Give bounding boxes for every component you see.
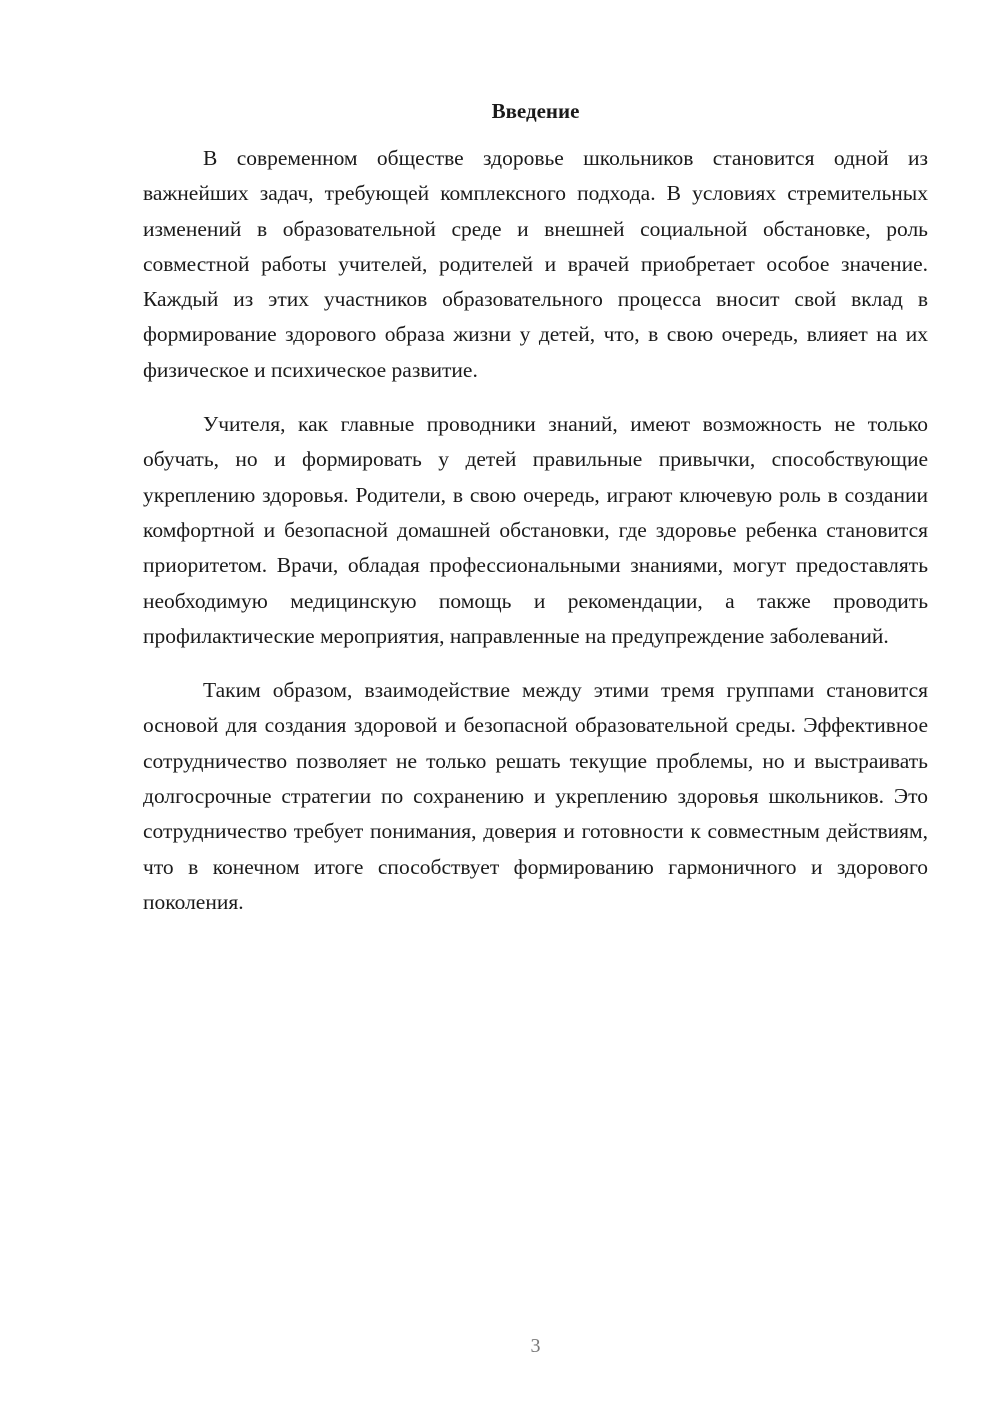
paragraph-2: Учителя, как главные проводники знаний, имеют возможность не только обучать, но и формировать у детей правильные привычки, способствующие укреплению здоровья. Родители, в свою очередь, играют ключевую роль в создании комфортной и безопасной домашней обстановки, где здоровье ребенка становится приоритетом. Врачи, обладая профессиональными знаниями, могут предоставлять необходимую медицинскую помощь и рекомендации, а также проводить профилактические мероприятия, направленные на предупреждение заболеваний.: [143, 412, 928, 648]
page-number: 3: [530, 1335, 541, 1357]
paragraph-3: Таким образом, взаимодействие между этими тремя группами становится основой для создания здоровой и безопасной образовательной среды. Эффективное сотрудничество позволяет не только решать текущие проблемы, но и выстраивать долгосрочные стратегии по сохранению и укреплению здоровья школьников. Это сотрудничество требует понимания, доверия и готовности к совместным действиям, что в конечном итоге способствует формированию гармоничного и здорового поколения.: [143, 678, 928, 914]
paragraph-1: В современном обществе здоровье школьников становится одной из важнейших задач, требующей комплексного подхода. В условиях стремительных изменений в образовательной среде и внешней социальной обстановке, роль совместной работы учителей, родителей и врачей приобретает особое значение. Каждый из этих участников образовательного процесса вносит свой вклад в формирование здорового образа жизни у детей, что, в свою очередь, влияет на их физическое и психическое развитие.: [143, 146, 928, 382]
body-text: [143, 141, 928, 939]
page-title: Введение: [491, 99, 580, 123]
